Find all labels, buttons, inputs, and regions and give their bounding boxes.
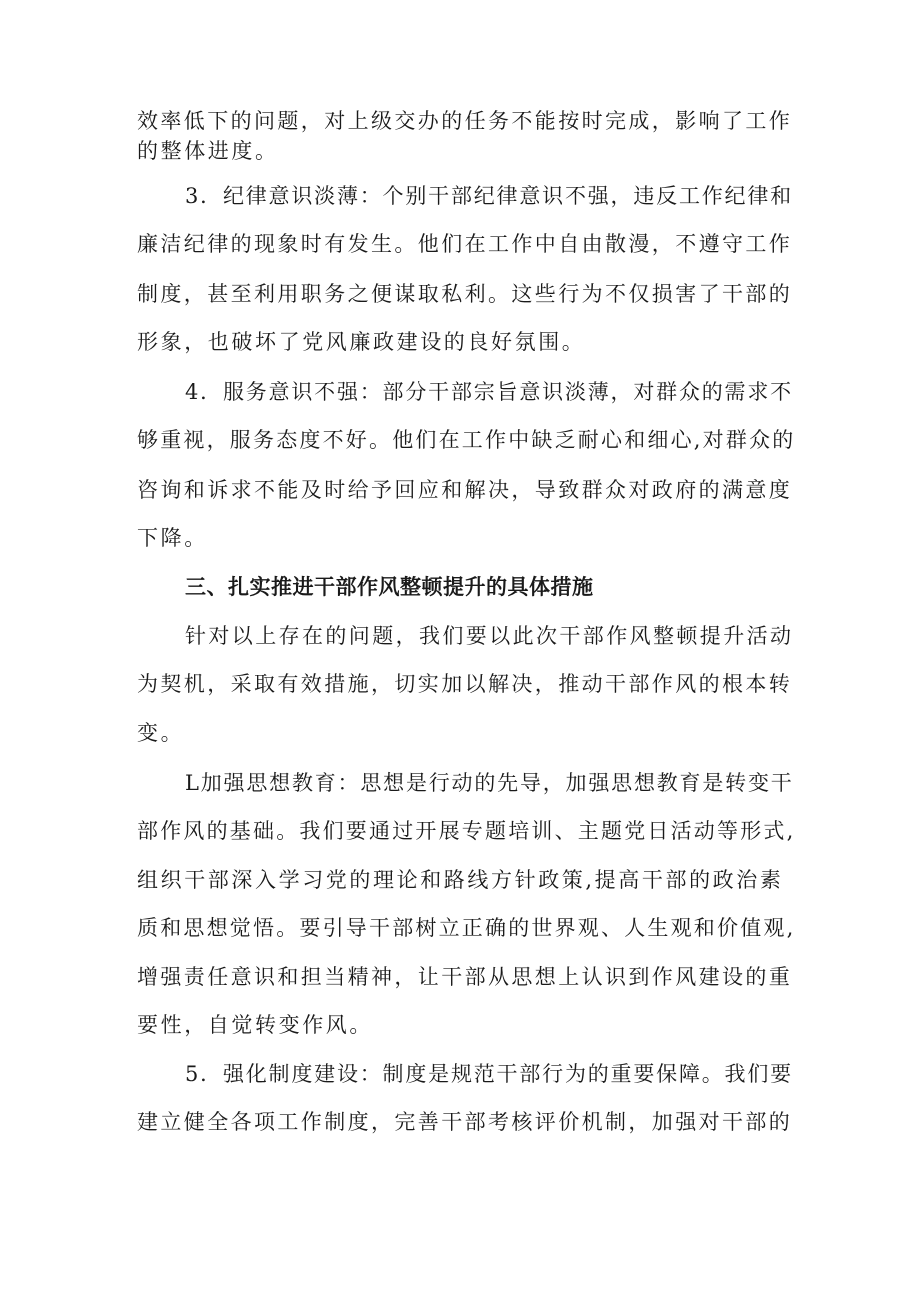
section-heading: 三、扎实推进干部作风整顿提升的具体措施 [185,575,594,599]
paragraph-line: 够重视，服务态度不好。他们在工作中缺乏耐心和细心,对群众的 [137,428,796,452]
paragraph-line: 针对以上存在的问题，我们要以此次干部作风整顿提升活动 [185,624,794,648]
paragraph-line: 增强责任意识和担当精神，让干部从思想上认识到作风建设的重 [137,965,793,989]
paragraph-line: 廉洁纪律的现象时有发生。他们在工作中自由散漫，不遵守工作 [137,232,793,256]
list-item-3-line: 3．纪律意识淡薄：个别干部纪律意识不强，违反工作纪律和 [185,184,793,208]
list-item-4-line: 4．服务意识不强：部分干部宗旨意识淡薄，对群众的需求不 [185,380,793,404]
paragraph-line: 组织干部深入学习党的理论和路线方针政策,提高干部的政治素 [137,868,784,892]
paragraph-line: 下降。 [137,526,208,550]
paragraph-line: 质和思想觉悟。要引导干部树立正确的世界观、人生观和价值观, [137,916,796,940]
paragraph-line: 形象，也破坏了党风廉政建设的良好氛围。 [137,330,586,354]
paragraph-line: 制度，甚至利用职务之便谋取私利。这些行为不仅损害了干部的 [137,282,793,306]
paragraph-line: 部作风的基础。我们要通过开展专题培训、主题党日活动等形式, [137,819,796,843]
list-item-5-line: 5．强化制度建设：制度是规范干部行为的重要保障。我们要 [185,1062,793,1086]
paragraph-line: 建立健全各项工作制度，完善干部考核评价机制，加强对干部的 [137,1110,793,1134]
paragraph-line: 为契机，采取有效措施，切实加以解决，推动干部作风的根本转 [137,672,793,696]
paragraph-line: 要性，自觉转变作风。 [137,1013,373,1037]
paragraph-line: 效率低下的问题，对上级交办的任务不能按时完成，影响了工作 [137,109,793,133]
paragraph-line: 咨询和诉求不能及时给予回应和解决，导致群众对政府的满意度 [137,478,793,502]
paragraph-line: 变。 [137,721,185,745]
list-item-l-line: L加强思想教育：思想是行动的先导，加强思想教育是转变干 [185,771,794,795]
paragraph-line: 的整体进度。 [137,139,279,163]
